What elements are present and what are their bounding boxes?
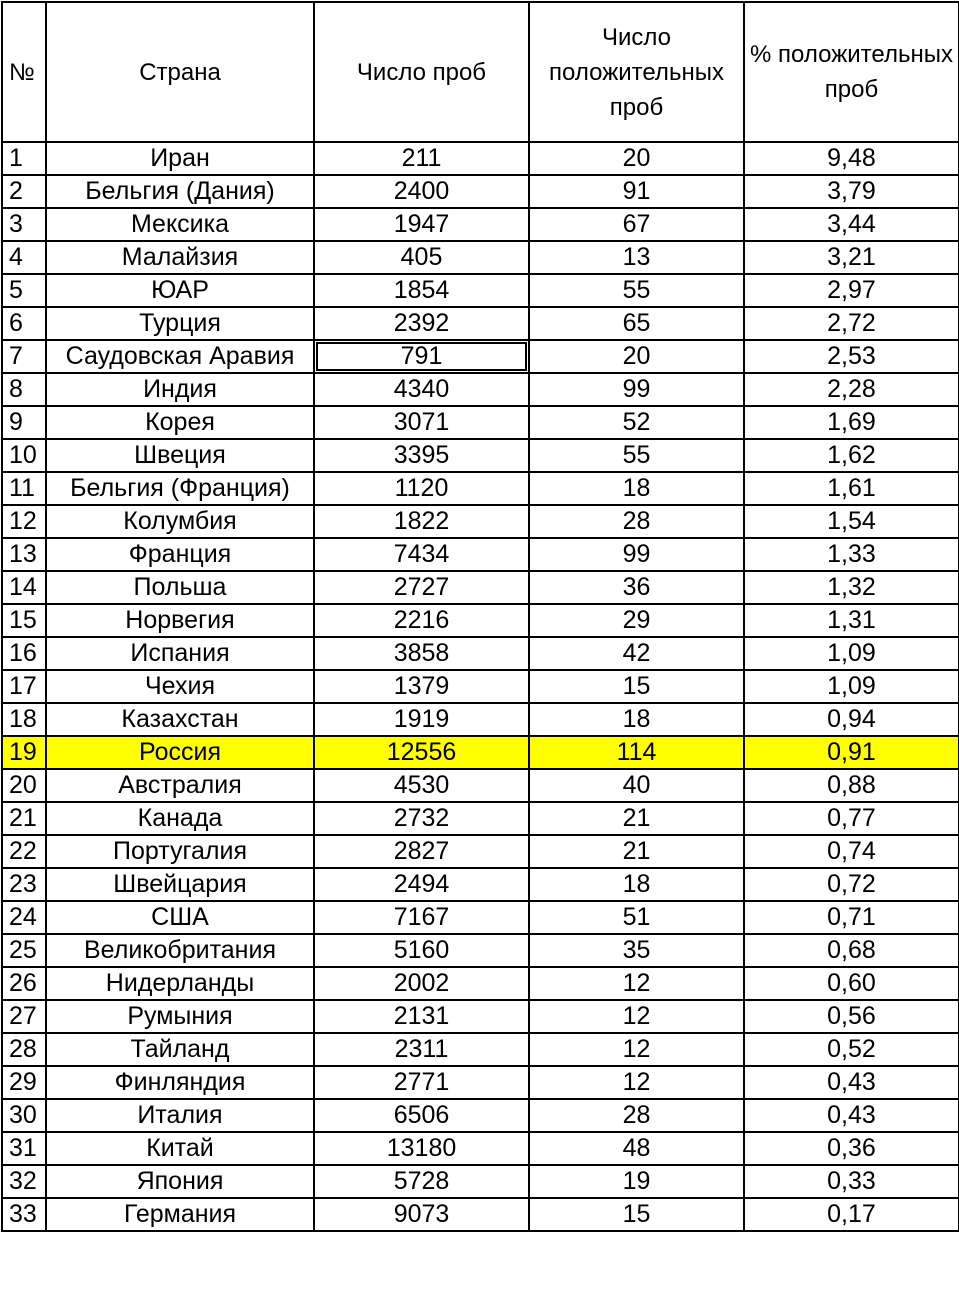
cell-samples[interactable]: 1120: [314, 472, 529, 505]
cell-samples[interactable]: 2771: [314, 1066, 529, 1099]
cell-percent-positive[interactable]: 1,33: [744, 538, 959, 571]
cell-positive-samples[interactable]: 12: [529, 1033, 744, 1066]
cell-country[interactable]: Финляндия: [46, 1066, 314, 1099]
table-row: [2, 901, 959, 934]
table-row-highlighted: [2, 736, 959, 769]
cell-country[interactable]: Швейцария: [46, 868, 314, 901]
cell-number[interactable]: 27: [2, 1000, 46, 1033]
table-row: [2, 571, 959, 604]
cell-country[interactable]: Япония: [46, 1165, 314, 1198]
cell-percent-positive[interactable]: 0,77: [744, 802, 959, 835]
cell-positive-samples[interactable]: 19: [529, 1165, 744, 1198]
cell-country[interactable]: Испания: [46, 637, 314, 670]
table-row: [2, 835, 959, 868]
cell-country[interactable]: Иран: [46, 142, 314, 175]
table-row: [2, 241, 959, 274]
table-row: [2, 307, 959, 340]
cell-number[interactable]: 14: [2, 571, 46, 604]
cell-number[interactable]: 29: [2, 1066, 46, 1099]
cell-country[interactable]: ЮАР: [46, 274, 314, 307]
cell-percent-positive[interactable]: 0,94: [744, 703, 959, 736]
cell-percent-positive[interactable]: 0,91: [744, 736, 959, 769]
cell-country[interactable]: Великобритания: [46, 934, 314, 967]
table-row: [2, 1033, 959, 1066]
table-row: [2, 637, 959, 670]
cell-percent-positive[interactable]: 1,69: [744, 406, 959, 439]
cell-percent-positive[interactable]: 1,09: [744, 637, 959, 670]
table-row: [2, 1099, 959, 1132]
cell-country[interactable]: Бельгия (Франция): [46, 472, 314, 505]
cell-number[interactable]: 30: [2, 1099, 46, 1132]
cell-number[interactable]: 15: [2, 604, 46, 637]
cell-country[interactable]: Саудовская Аравия: [46, 340, 314, 373]
cell-samples[interactable]: 12556: [314, 736, 529, 769]
cell-number[interactable]: 19: [2, 736, 46, 769]
cell-samples[interactable]: 6506: [314, 1099, 529, 1132]
table-row: [2, 670, 959, 703]
table-header: [2, 2, 959, 142]
cell-country[interactable]: Нидерланды: [46, 967, 314, 1000]
cell-country[interactable]: Казахстан: [46, 703, 314, 736]
data-table: [1, 1, 959, 1232]
cell-samples[interactable]: 4340: [314, 373, 529, 406]
cell-positive-samples[interactable]: 15: [529, 670, 744, 703]
cell-positive-samples[interactable]: 51: [529, 901, 744, 934]
table-row: [2, 1066, 959, 1099]
cell-positive-samples[interactable]: 114: [529, 736, 744, 769]
cell-samples[interactable]: 7167: [314, 901, 529, 934]
cell-positive-samples[interactable]: 18: [529, 868, 744, 901]
cell-positive-samples[interactable]: 48: [529, 1132, 744, 1165]
cell-country[interactable]: Мексика: [46, 208, 314, 241]
cell-positive-samples[interactable]: 18: [529, 703, 744, 736]
cell-percent-positive[interactable]: 0,17: [744, 1198, 959, 1231]
cell-country[interactable]: Швеция: [46, 439, 314, 472]
cell-number[interactable]: 8: [2, 373, 46, 406]
table-row: [2, 274, 959, 307]
cell-samples[interactable]: 1854: [314, 274, 529, 307]
cell-percent-positive[interactable]: 0,71: [744, 901, 959, 934]
table-row: [2, 1198, 959, 1231]
cell-samples[interactable]: 4530: [314, 769, 529, 802]
header-percent-positive[interactable]: % положительных проб: [744, 2, 959, 142]
table-row: [2, 505, 959, 538]
cell-percent-positive[interactable]: 1,09: [744, 670, 959, 703]
cell-country[interactable]: Индия: [46, 373, 314, 406]
table-row: [2, 208, 959, 241]
cell-number[interactable]: 11: [2, 472, 46, 505]
cell-country[interactable]: Колумбия: [46, 505, 314, 538]
cell-country[interactable]: Малайзия: [46, 241, 314, 274]
cell-country[interactable]: Бельгия (Дания): [46, 175, 314, 208]
cell-number[interactable]: 33: [2, 1198, 46, 1231]
cell-number[interactable]: 9: [2, 406, 46, 439]
cell-country[interactable]: Польша: [46, 571, 314, 604]
cell-percent-positive[interactable]: 2,53: [744, 340, 959, 373]
cell-percent-positive[interactable]: 1,61: [744, 472, 959, 505]
cell-number[interactable]: 3: [2, 208, 46, 241]
cell-percent-positive[interactable]: 1,54: [744, 505, 959, 538]
cell-percent-positive[interactable]: 3,79: [744, 175, 959, 208]
cell-country[interactable]: Чехия: [46, 670, 314, 703]
cell-percent-positive[interactable]: 1,32: [744, 571, 959, 604]
table-row: [2, 175, 959, 208]
header-positive-samples[interactable]: Число положительных проб: [529, 2, 744, 142]
header-row: [2, 2, 959, 142]
table-row: [2, 802, 959, 835]
table-row: [2, 142, 959, 175]
cell-percent-positive[interactable]: 0,60: [744, 967, 959, 1000]
cell-number[interactable]: 18: [2, 703, 46, 736]
cell-positive-samples[interactable]: 28: [529, 505, 744, 538]
cell-country[interactable]: Франция: [46, 538, 314, 571]
cell-positive-samples[interactable]: 35: [529, 934, 744, 967]
cell-positive-samples[interactable]: 20: [529, 340, 744, 373]
cell-percent-positive[interactable]: 2,97: [744, 274, 959, 307]
table-row: [2, 439, 959, 472]
cell-percent-positive[interactable]: 0,72: [744, 868, 959, 901]
cell-country[interactable]: Канада: [46, 802, 314, 835]
table-row: [2, 340, 959, 373]
cell-number[interactable]: 28: [2, 1033, 46, 1066]
cell-percent-positive[interactable]: 3,21: [744, 241, 959, 274]
cell-percent-positive[interactable]: 0,74: [744, 835, 959, 868]
cell-positive-samples[interactable]: 55: [529, 274, 744, 307]
cell-samples[interactable]: 2002: [314, 967, 529, 1000]
cell-percent-positive[interactable]: 0,88: [744, 769, 959, 802]
cell-positive-samples[interactable]: 99: [529, 538, 744, 571]
cell-country[interactable]: Китай: [46, 1132, 314, 1165]
cell-country[interactable]: Австралия: [46, 769, 314, 802]
cell-number[interactable]: 25: [2, 934, 46, 967]
cell-positive-samples[interactable]: 40: [529, 769, 744, 802]
cell-number[interactable]: 12: [2, 505, 46, 538]
cell-samples[interactable]: 2131: [314, 1000, 529, 1033]
cell-number[interactable]: 2: [2, 175, 46, 208]
cell-country[interactable]: США: [46, 901, 314, 934]
cell-positive-samples[interactable]: 28: [529, 1099, 744, 1132]
cell-number[interactable]: 24: [2, 901, 46, 934]
cell-number[interactable]: 7: [2, 340, 46, 373]
cell-number[interactable]: 4: [2, 241, 46, 274]
table-row: [2, 868, 959, 901]
cell-number[interactable]: 13: [2, 538, 46, 571]
cell-percent-positive[interactable]: 1,62: [744, 439, 959, 472]
table-body: [2, 142, 959, 1231]
cell-samples[interactable]: 7434: [314, 538, 529, 571]
cell-number[interactable]: 5: [2, 274, 46, 307]
cell-samples[interactable]: 1947: [314, 208, 529, 241]
cell-number[interactable]: 23: [2, 868, 46, 901]
cell-positive-samples[interactable]: 42: [529, 637, 744, 670]
cell-positive-samples[interactable]: 91: [529, 175, 744, 208]
table-row: [2, 1000, 959, 1033]
cell-percent-positive[interactable]: 0,56: [744, 1000, 959, 1033]
cell-positive-samples[interactable]: 55: [529, 439, 744, 472]
cell-positive-samples[interactable]: 52: [529, 406, 744, 439]
cell-percent-positive[interactable]: 0,36: [744, 1132, 959, 1165]
cell-positive-samples[interactable]: 12: [529, 1000, 744, 1033]
cell-country[interactable]: Германия: [46, 1198, 314, 1231]
table-row: [2, 769, 959, 802]
cell-percent-positive[interactable]: 3,44: [744, 208, 959, 241]
cell-percent-positive[interactable]: 0,43: [744, 1099, 959, 1132]
cell-samples[interactable]: 1919: [314, 703, 529, 736]
cell-country[interactable]: Корея: [46, 406, 314, 439]
cell-samples[interactable]: 1379: [314, 670, 529, 703]
header-samples[interactable]: Число проб: [314, 2, 529, 142]
cell-country[interactable]: Румыния: [46, 1000, 314, 1033]
cell-country[interactable]: Тайланд: [46, 1033, 314, 1066]
cell-country[interactable]: Россия: [46, 736, 314, 769]
cell-positive-samples[interactable]: 12: [529, 967, 744, 1000]
cell-positive-samples[interactable]: 65: [529, 307, 744, 340]
cell-samples[interactable]: 2827: [314, 835, 529, 868]
cell-country[interactable]: Португалия: [46, 835, 314, 868]
cell-number[interactable]: 1: [2, 142, 46, 175]
cell-samples[interactable]: 2400: [314, 175, 529, 208]
cell-positive-samples[interactable]: 13: [529, 241, 744, 274]
cell-percent-positive[interactable]: 1,31: [744, 604, 959, 637]
cell-samples[interactable]: 2494: [314, 868, 529, 901]
cell-positive-samples[interactable]: 67: [529, 208, 744, 241]
cell-number[interactable]: 31: [2, 1132, 46, 1165]
cell-positive-samples[interactable]: 29: [529, 604, 744, 637]
cell-percent-positive[interactable]: 0,52: [744, 1033, 959, 1066]
cell-samples[interactable]: 3395: [314, 439, 529, 472]
cell-percent-positive[interactable]: 0,43: [744, 1066, 959, 1099]
table-row: [2, 538, 959, 571]
table-row: [2, 1165, 959, 1198]
cell-samples[interactable]: 3858: [314, 637, 529, 670]
cell-samples[interactable]: 1822: [314, 505, 529, 538]
cell-samples[interactable]: 2216: [314, 604, 529, 637]
table-row: [2, 1132, 959, 1165]
cell-number[interactable]: 20: [2, 769, 46, 802]
cell-samples[interactable]: 2732: [314, 802, 529, 835]
cell-number[interactable]: 22: [2, 835, 46, 868]
cell-number[interactable]: 17: [2, 670, 46, 703]
cell-percent-positive[interactable]: 2,72: [744, 307, 959, 340]
cell-positive-samples[interactable]: 21: [529, 802, 744, 835]
table-row: [2, 373, 959, 406]
header-number[interactable]: №: [2, 2, 46, 142]
cell-country[interactable]: Норвегия: [46, 604, 314, 637]
table-row: [2, 934, 959, 967]
cell-number[interactable]: 16: [2, 637, 46, 670]
table-row: [2, 967, 959, 1000]
cell-samples[interactable]: 405: [314, 241, 529, 274]
cell-samples[interactable]: 13180: [314, 1132, 529, 1165]
cell-samples[interactable]: 9073: [314, 1198, 529, 1231]
cell-samples[interactable]: 211: [314, 142, 529, 175]
cell-positive-samples[interactable]: 99: [529, 373, 744, 406]
cell-samples[interactable]: 2392: [314, 307, 529, 340]
cell-samples[interactable]: 5160: [314, 934, 529, 967]
cell-country[interactable]: Турция: [46, 307, 314, 340]
cell-number[interactable]: 26: [2, 967, 46, 1000]
cell-positive-samples[interactable]: 18: [529, 472, 744, 505]
cell-positive-samples[interactable]: 21: [529, 835, 744, 868]
cell-samples-selected[interactable]: 791: [314, 340, 529, 373]
cell-samples[interactable]: 2311: [314, 1033, 529, 1066]
cell-positive-samples[interactable]: 20: [529, 142, 744, 175]
cell-samples[interactable]: 2727: [314, 571, 529, 604]
cell-country[interactable]: Италия: [46, 1099, 314, 1132]
cell-positive-samples[interactable]: 36: [529, 571, 744, 604]
cell-positive-samples[interactable]: 12: [529, 1066, 744, 1099]
header-country[interactable]: Страна: [46, 2, 314, 142]
table-row: [2, 406, 959, 439]
cell-percent-positive[interactable]: 9,48: [744, 142, 959, 175]
table-row: [2, 604, 959, 637]
cell-number[interactable]: 32: [2, 1165, 46, 1198]
cell-number[interactable]: 10: [2, 439, 46, 472]
cell-percent-positive[interactable]: 0,33: [744, 1165, 959, 1198]
table-row: [2, 703, 959, 736]
cell-percent-positive[interactable]: 0,68: [744, 934, 959, 967]
table-row: [2, 472, 959, 505]
cell-percent-positive[interactable]: 2,28: [744, 373, 959, 406]
cell-number[interactable]: 21: [2, 802, 46, 835]
cell-samples[interactable]: 3071: [314, 406, 529, 439]
cell-samples[interactable]: 5728: [314, 1165, 529, 1198]
cell-positive-samples[interactable]: 15: [529, 1198, 744, 1231]
cell-number[interactable]: 6: [2, 307, 46, 340]
